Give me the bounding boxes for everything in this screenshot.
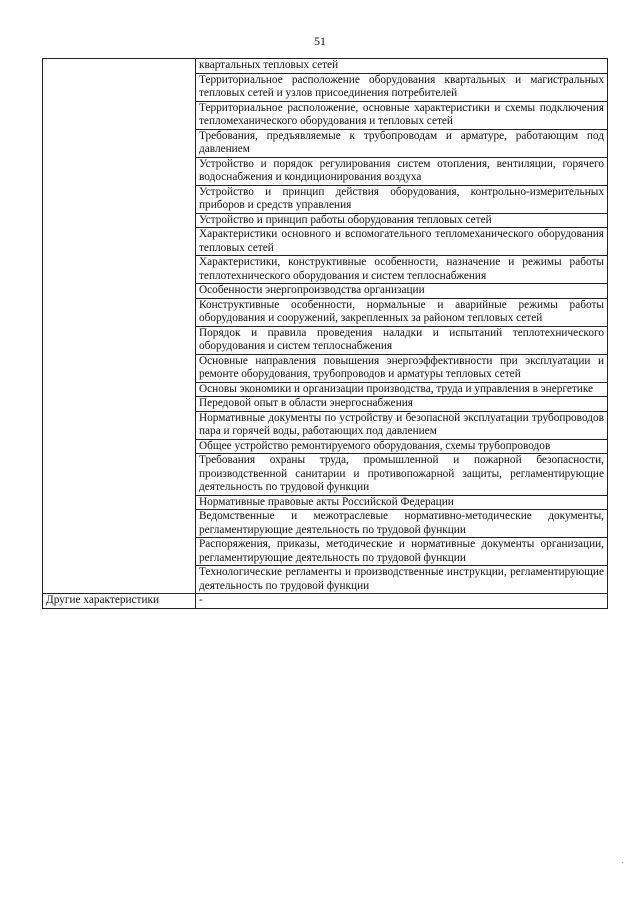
knowledge-item <box>196 157 608 185</box>
knowledge-item <box>196 228 608 256</box>
knowledge-item-text: Требования охраны труда, промышленной и пожарной безопасности, производственной санитарии и противопожарной защиты, регламентирующие деятельность по трудовой функции <box>199 454 604 493</box>
row-label-cell <box>43 59 196 594</box>
scan-speck <box>622 862 623 863</box>
knowledge-item <box>196 129 608 157</box>
other-characteristics-value: - <box>196 594 608 609</box>
knowledge-item-text: Ведомственные и межотраслевые нормативно-методические документы, регламентирующие деятельность по трудовой функции <box>199 510 604 536</box>
knowledge-item <box>196 397 608 412</box>
knowledge-item <box>196 284 608 299</box>
knowledge-item-text: Основы экономики и организации производства, труда и управления в энергетике <box>199 382 594 395</box>
knowledge-item <box>196 354 608 382</box>
knowledge-item-text: Общее устройство ремонтируемого оборудования, схемы трубопроводов <box>199 439 551 452</box>
knowledge-item-text: Территориальное расположение оборудования квартальных и магистральных тепловых сетей и узлов присоединения потребителей <box>199 73 604 99</box>
other-characteristics-label: Другие характеристики <box>43 594 196 609</box>
knowledge-requirements-table <box>42 58 608 609</box>
page-number: 51 <box>314 34 326 48</box>
knowledge-item-text: Территориальное расположение, основные характеристики и схемы подключения тепломеханического оборудования и тепловых сетей <box>199 101 604 127</box>
knowledge-item <box>196 101 608 129</box>
knowledge-item <box>196 411 608 439</box>
knowledge-item <box>196 213 608 228</box>
knowledge-item <box>196 73 608 101</box>
knowledge-item-text: квартальных тепловых сетей <box>199 59 339 71</box>
knowledge-item <box>196 59 608 74</box>
knowledge-item-text: Нормативные правовые акты Российской Федерации <box>199 495 454 508</box>
knowledge-item <box>196 495 608 510</box>
knowledge-item <box>196 185 608 213</box>
knowledge-item <box>196 326 608 354</box>
knowledge-item-text: Характеристики основного и вспомогательного тепломеханического оборудования тепловых сетей <box>199 228 604 254</box>
knowledge-item-text: Технологические регламенты и производственные инструкции, регламентирующие деятельность по трудовой функции <box>199 566 604 592</box>
knowledge-item-text: Основные направления повышения энергоэффективности при эксплуатации и ремонте оборудования, трубопроводов и арматуры тепловых сетей <box>199 354 604 380</box>
knowledge-item-text: Передовой опыт в области энергоснабжения <box>199 397 413 409</box>
knowledge-row <box>43 59 608 74</box>
knowledge-item <box>196 298 608 326</box>
knowledge-item-text: Нормативные документы по устройству и безопасной эксплуатации трубопроводов пара и горячей воды, работающих под давлением <box>199 411 604 437</box>
other-characteristics-row <box>43 594 608 609</box>
knowledge-item-text: Конструктивные особенности, нормальные и аварийные режимы работы оборудования и сооружений, закрепленных за районом тепловых сетей <box>199 298 604 324</box>
knowledge-item <box>196 454 608 496</box>
knowledge-item-text: Устройство и принцип действия оборудования, контрольно-измерительных приборов и средств управления <box>199 185 604 211</box>
knowledge-item <box>196 510 608 538</box>
knowledge-item <box>196 256 608 284</box>
knowledge-item-text: Характеристики, конструктивные особенности, назначение и режимы работы теплотехнического оборудования и систем теплоснабжения <box>199 256 604 282</box>
knowledge-item-text: Особенности энергопроизводства организации <box>199 284 425 296</box>
knowledge-item-text: Устройство и принцип работы оборудования тепловых сетей <box>199 213 492 226</box>
knowledge-item <box>196 566 608 594</box>
knowledge-item <box>196 439 608 454</box>
knowledge-item-text: Устройство и порядок регулирования систем отопления, вентиляции, горячего водоснабжения и кондиционирования воздуха <box>199 157 604 183</box>
knowledge-item-text: Распоряжения, приказы, методические и нормативные документы организации, регламентирующие деятельность по трудовой функции <box>199 538 604 564</box>
knowledge-item <box>196 538 608 566</box>
knowledge-item-text: Требования, предъявляемые к трубопроводам и арматуре, работающим под давлением <box>199 129 604 155</box>
knowledge-item-text: Порядок и правила проведения наладки и испытаний теплотехнического оборудования и систем теплоснабжения <box>199 326 604 352</box>
knowledge-item <box>196 382 608 397</box>
